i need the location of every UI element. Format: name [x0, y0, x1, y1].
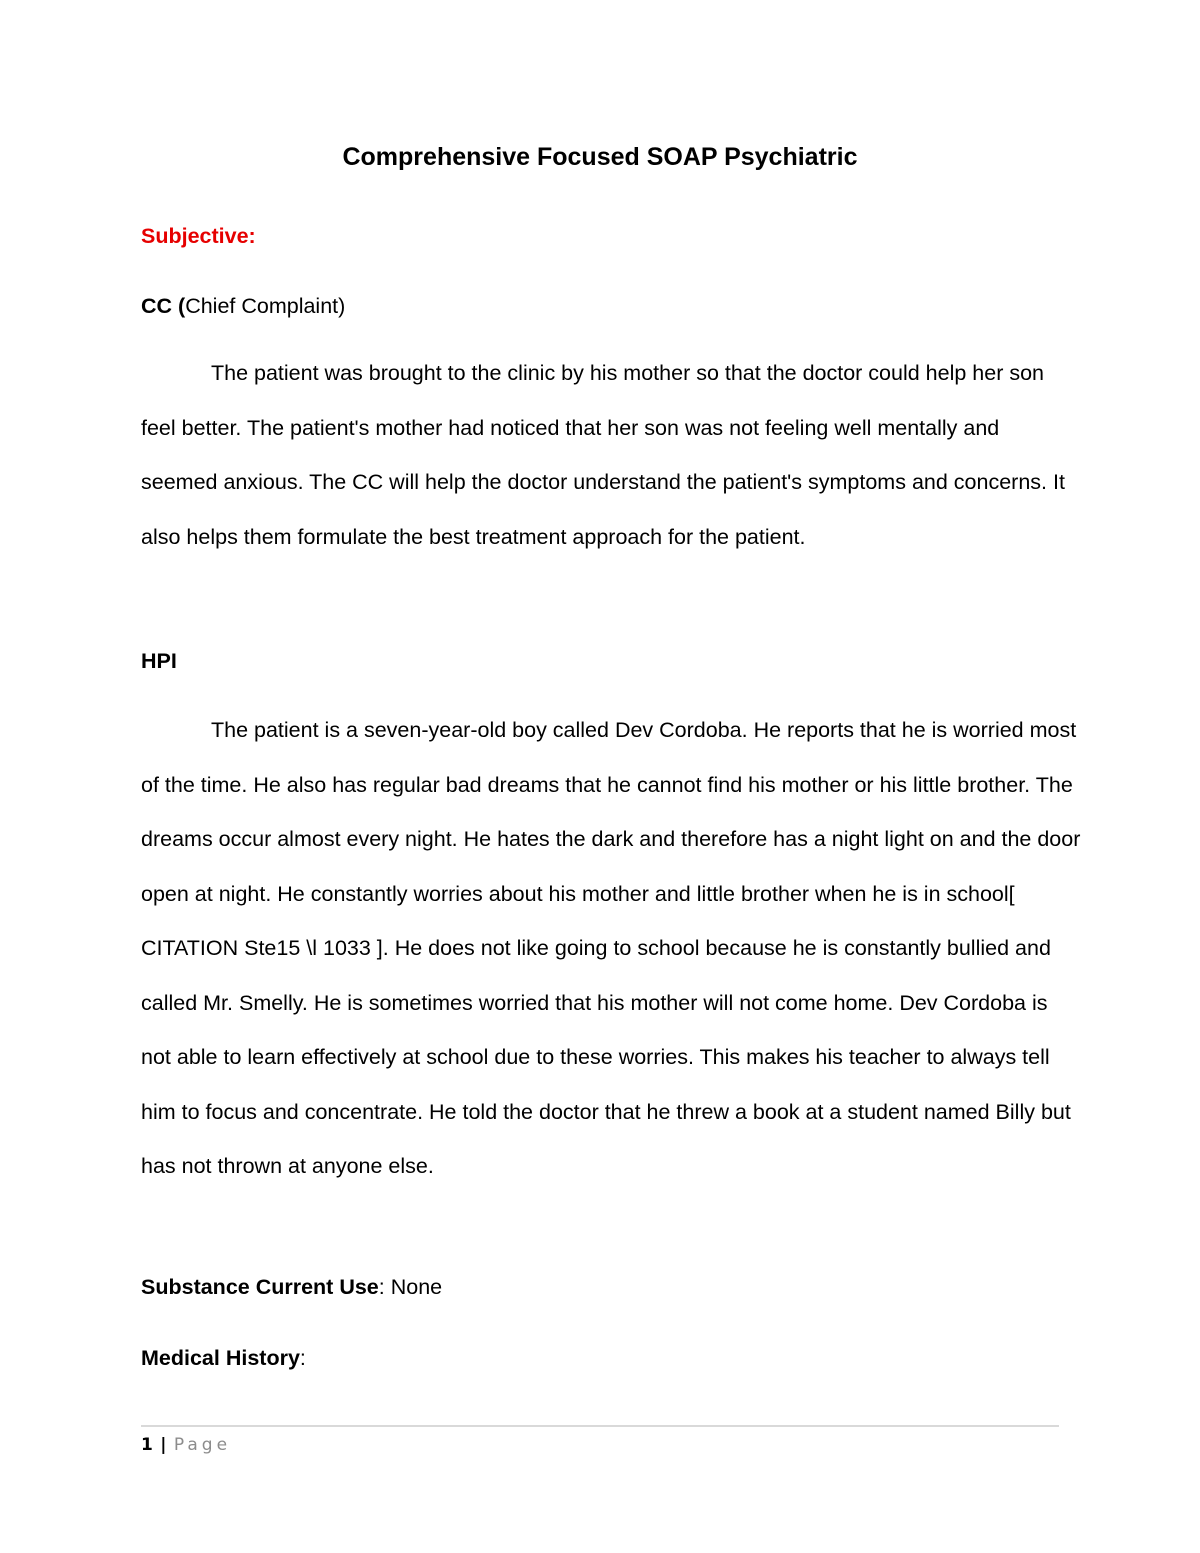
- page-number: 1: [141, 1435, 153, 1455]
- footer-separator: |: [160, 1435, 167, 1455]
- cc-label: CC (: [141, 294, 186, 318]
- substance-value: : None: [378, 1275, 443, 1299]
- hpi-heading: [141, 645, 177, 677]
- substance-label: Substance Current Use: [141, 1275, 379, 1299]
- medical-history-line: [141, 1342, 306, 1374]
- medical-history-value: :: [299, 1346, 306, 1370]
- medical-history-label: Medical History: [141, 1346, 300, 1370]
- cc-paragraph: The patient was brought to the clinic by his mother so that the doctor could help her son feel better. The patient's mother had noticed that her son was not feeling well mentally and seemed anxious. The CC will help the doctor understand the patient's symptoms and concerns. It also helps them formulate the best treatment approach for the patient.: [141, 361, 1065, 549]
- footer-divider: [141, 1425, 1059, 1427]
- substance-line: [141, 1271, 442, 1303]
- subjective-heading: Subjective:: [141, 224, 256, 248]
- cc-heading: [141, 290, 345, 322]
- cc-label-rest: Chief Complaint): [185, 294, 346, 318]
- document-title: Comprehensive Focused SOAP Psychiatric: [342, 143, 858, 171]
- hpi-paragraph: The patient is a seven-year-old boy called Dev Cordoba. He reports that he is worried most of the time. He also has regular bad dreams that he cannot find his mother or his little brother. The dreams occur almost every night. He hates the dark and therefore has a night light on and the door open at night. He constantly worries about his mother and little brother when he is in school[ CITATION Ste15 \l 1033 ]. He does not like going to school because he is constantly bullied and called Mr. Smelly. He is sometimes worried that his mother will not come home. Dev Cordoba is not able to learn effectively at school due to these worries. This makes his teacher to always tell him to focus and concentrate. He told the doctor that he threw a book at a student named Billy but has not thrown at anyone else.: [141, 718, 1081, 1178]
- page-footer: [141, 1432, 231, 1458]
- page-label: Page: [173, 1435, 232, 1455]
- hpi-label: HPI: [141, 649, 177, 673]
